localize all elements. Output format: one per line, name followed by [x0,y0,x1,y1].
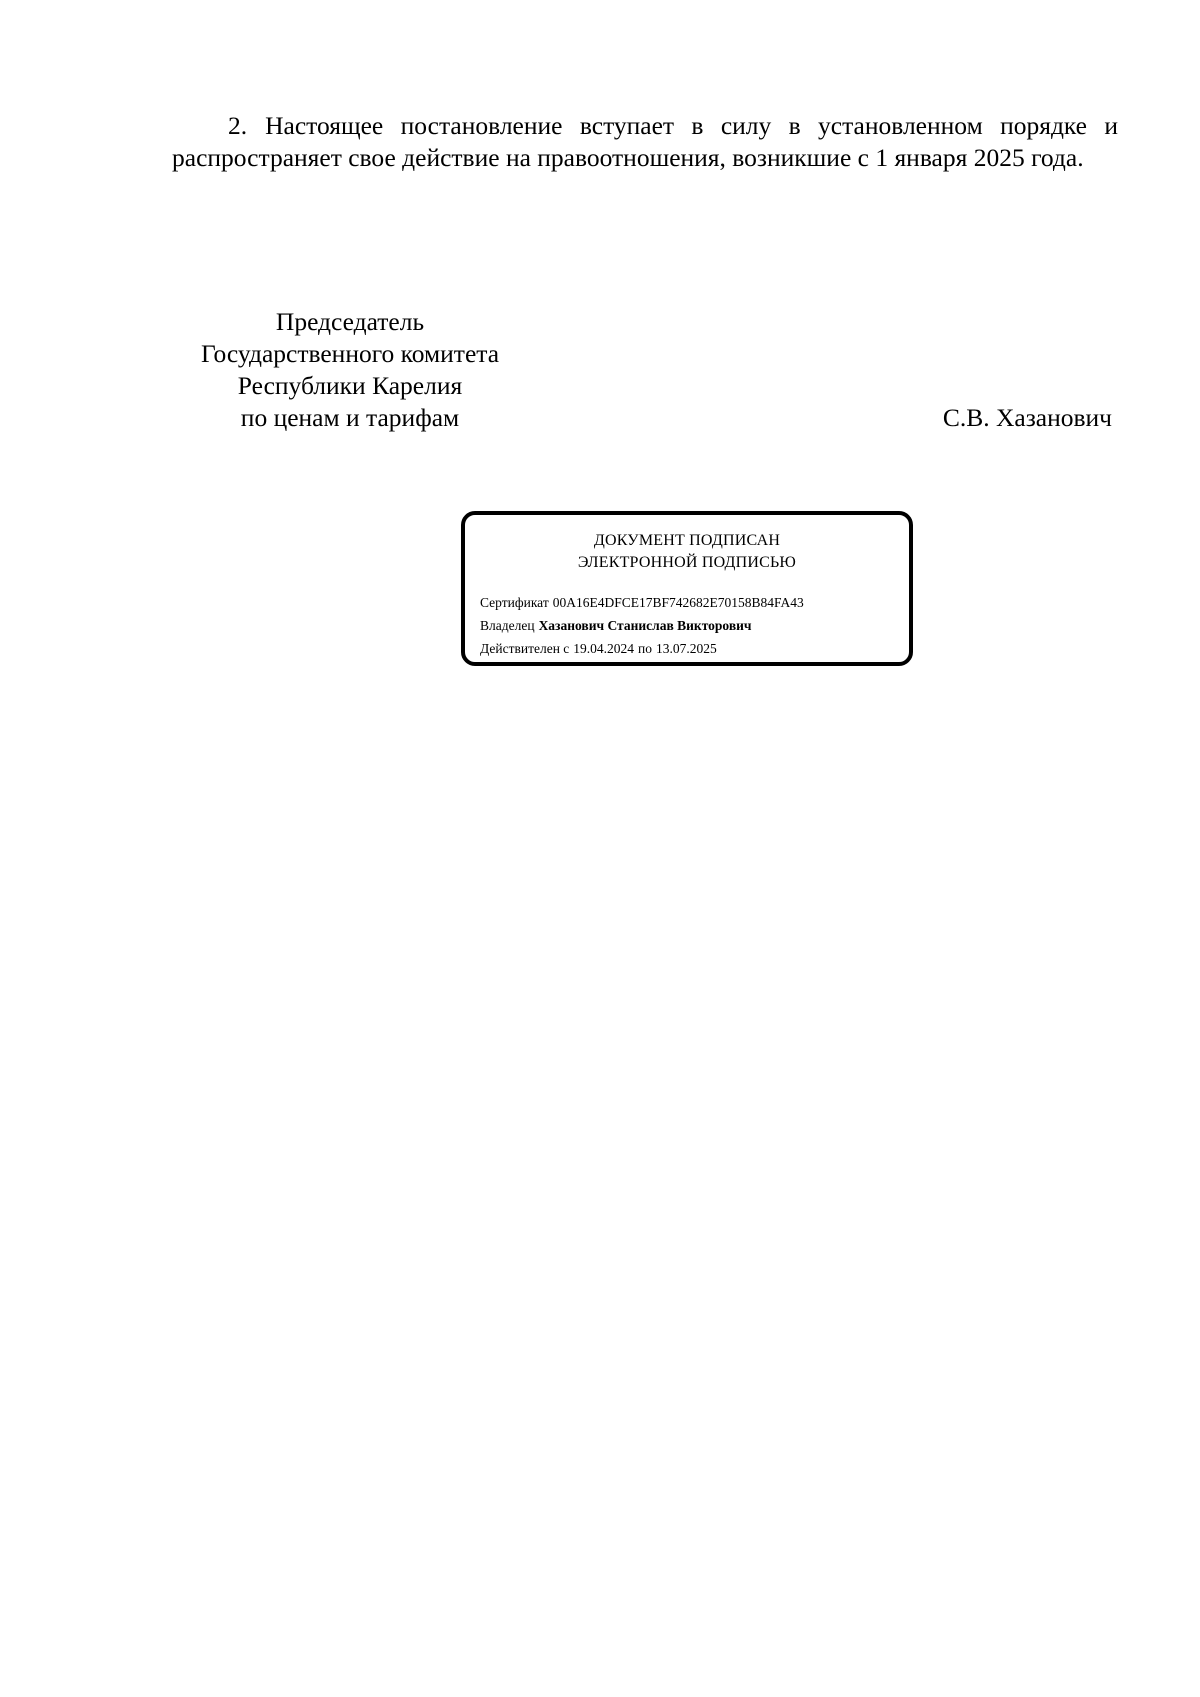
clause-text: Настоящее постановление вступает в силу в установленном порядке и распространяет свое действие на правоотношения, возникшие с 1 января 2025 года. [172,111,1118,172]
signatory-name: С.В. Хазанович [942,403,1112,432]
signatory-position-line-1: Председатель [275,307,425,336]
stamp-details [480,591,804,660]
valid-to-label: по [638,641,653,656]
certificate-value: 00A16E4DFCE17BF742682E70158B84FA43 [552,595,804,610]
owner-label: Владелец [480,618,535,633]
stamp-owner-row [480,614,804,637]
valid-label: Действителен с [480,641,570,656]
valid-to: 13.07.2025 [656,641,717,656]
signatory-position [180,306,520,434]
stamp-title-line-1: ДОКУМЕНТ ПОДПИСАН [593,532,781,549]
electronic-signature-stamp [461,511,913,666]
stamp-title [465,530,909,574]
owner-value: Хазанович Станислав Викторович [538,618,752,633]
valid-from: 19.04.2024 [573,641,635,656]
signatory-position-line-4: по ценам и тарифам [240,403,460,432]
stamp-certificate-row [480,591,804,614]
signatory-position-line-3: Республики Карелия [237,371,463,400]
clause-paragraph [172,110,1118,174]
stamp-validity-row [480,637,804,660]
signatory-position-line-2: Государственного комитета [200,339,500,368]
stamp-title-line-2: ЭЛЕКТРОННОЙ ПОДПИСЬЮ [577,554,797,571]
clause-number: 2. [228,111,248,140]
certificate-label: Сертификат [480,595,549,610]
